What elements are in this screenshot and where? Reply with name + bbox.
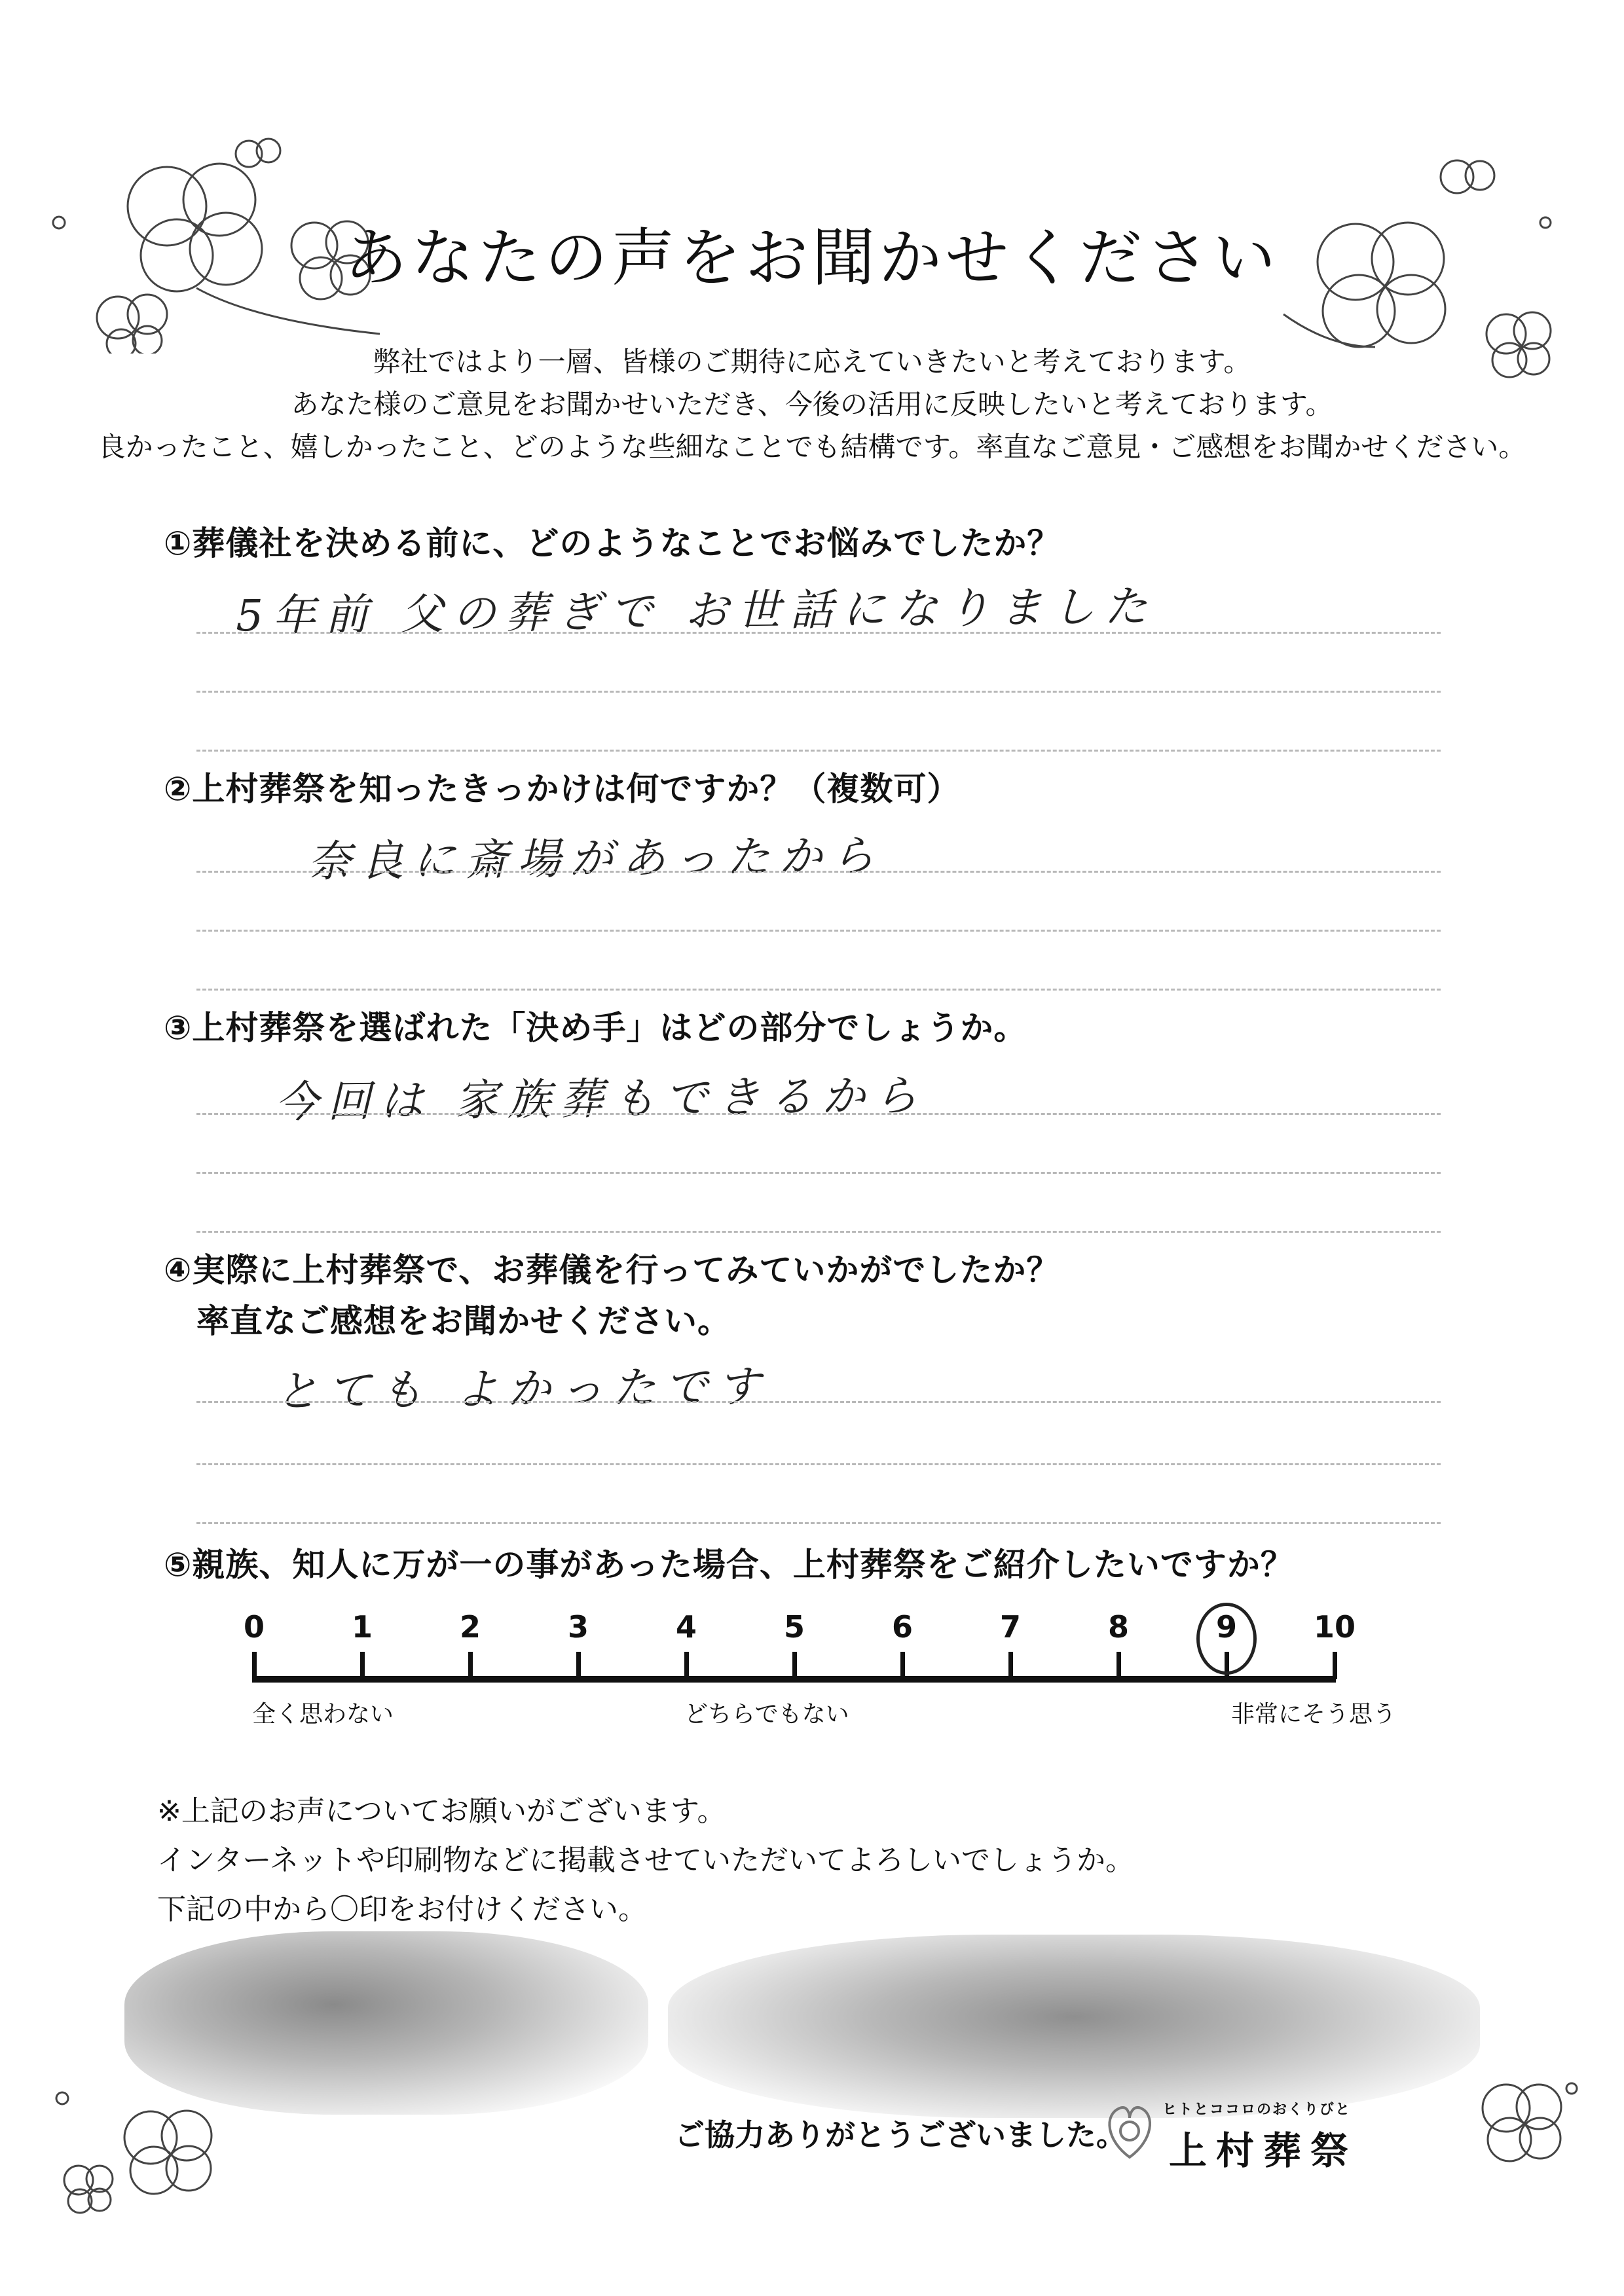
answer-rule [196,750,1441,752]
redacted-area-right [668,1935,1480,2118]
intro-line-1: 弊社ではより一層、皆様のご期待に応えていきたいと考えております。 [373,346,1251,378]
rating-number-9[interactable]: 9 [1215,1609,1237,1645]
question-4-label-2: 率直なご感想をお聞かせください。 [196,1302,731,1340]
scale-label-low: 全く思わない [252,1701,394,1728]
rating-tick-2 [468,1652,473,1679]
clover-decoration-bottom-left [46,2062,295,2219]
answer-rule [196,1522,1441,1524]
rating-number-10[interactable]: 10 [1313,1609,1356,1645]
rating-tick-3 [576,1652,581,1679]
scale-label-mid: どちらでもない [684,1701,849,1728]
question-4-answer: とても よかったです [274,1361,770,1417]
rating-tick-7 [1008,1652,1013,1679]
note-line-3: 下記の中から〇印をお付けください。 [157,1893,647,1926]
rating-tick-6 [900,1652,905,1679]
note-line-2: インターネットや印刷物などに掲載させていただいてよろしいでしょうか。 [157,1844,1135,1877]
selected-rating-circle [1196,1603,1257,1675]
answer-rule [196,1401,1441,1403]
clover-decoration-bottom-right [1408,2062,1591,2193]
intro-line-2: あなた様のご意見をお聞かせいただき、今後の活用に反映したいと考えております。 [291,388,1333,420]
rating-number-0[interactable]: 0 [243,1609,265,1645]
rating-number-4[interactable]: 4 [675,1609,697,1645]
question-4-label: ④実際に上村葬祭で、お葬儀を行ってみていかがでしたか？ [164,1251,1060,1289]
logo-tagline: ヒトとココロのおくりびと [1162,2102,1352,2118]
question-3-answer: 今回は 家族葬もできるから [274,1070,927,1128]
logo-name: 上村葬祭 [1169,2128,1358,2173]
question-5-label: ⑤親族、知人に万が一の事があった場合、上村葬祭をご紹介したいですか？ [164,1546,1294,1584]
answer-rule [196,989,1441,991]
intro-line-3: 良かったこと、嬉しかったこと、どのような些細なことでも結構です。率直なご意見・ご感想をお聞かせください。 [98,431,1526,463]
answer-rule [196,632,1441,634]
rating-scale-line [252,1676,1336,1683]
logo-mark [1100,2095,1159,2167]
answer-rule [196,691,1441,693]
rating-tick-1 [360,1652,365,1679]
rating-tick-8 [1116,1652,1121,1679]
page-title: あなたの声をお聞かせください [344,221,1280,295]
question-3-label: ③上村葬祭を選ばれた「決め手」はどの部分でしょうか。 [164,1009,1027,1047]
footer-thanks: ご協力ありがとうございました。 [674,2117,1126,2153]
answer-rule [196,1231,1441,1233]
rating-number-6[interactable]: 6 [891,1609,913,1645]
question-2-answer: 奈良に斎場があったから [307,830,884,887]
rating-number-3[interactable]: 3 [567,1609,589,1645]
answer-rule [196,871,1441,873]
rating-tick-10 [1333,1652,1337,1679]
rating-number-8[interactable]: 8 [1107,1609,1129,1645]
note-line-1: ※上記のお声についてお願いがございます。 [157,1795,726,1828]
rating-tick-4 [684,1652,689,1679]
answer-rule [196,1113,1441,1115]
rating-number-2[interactable]: 2 [459,1609,481,1645]
question-1-answer: 5年前 父の葬ぎで お世話になりました [235,581,1157,642]
question-1-label: ①葬儀社を決める前に、どのようなことでお悩みでしたか？ [164,524,1061,562]
answer-rule [196,1463,1441,1465]
scale-label-high: 非常にそう思う [1231,1701,1397,1728]
answer-rule [196,1172,1441,1174]
rating-tick-5 [792,1652,797,1679]
rating-number-5[interactable]: 5 [783,1609,805,1645]
rating-number-7[interactable]: 7 [999,1609,1021,1645]
rating-number-1[interactable]: 1 [351,1609,373,1645]
question-2-label: ②上村葬祭を知ったきっかけは何ですか？（複数可） [164,770,961,808]
answer-rule [196,930,1441,932]
rating-tick-0 [252,1652,257,1679]
